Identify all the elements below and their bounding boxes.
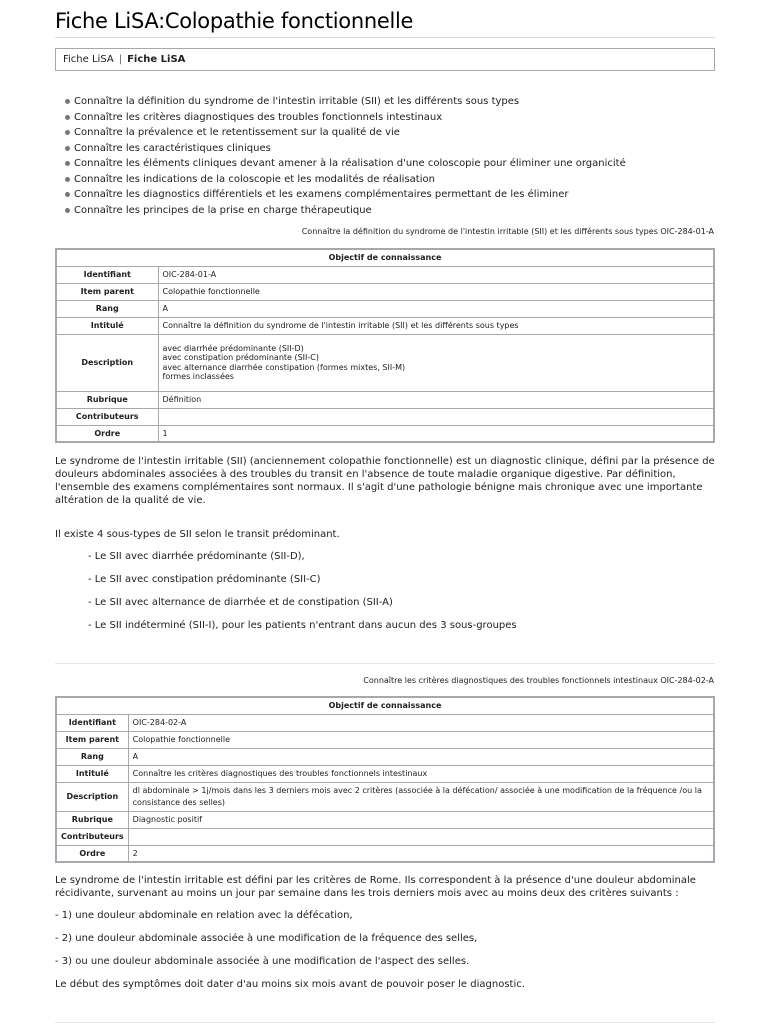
row-label: Intitulé — [56, 317, 158, 334]
bullet-icon — [65, 208, 70, 213]
breadcrumb — [55, 48, 715, 71]
objective-item[interactable] — [65, 141, 626, 157]
objective-link[interactable]: Connaître les éléments cliniques devant amener à la réalisation d'une coloscopie pour éliminer une organicité — [74, 158, 626, 170]
subtype-item: - Le SII avec alternance de diarrhée et de constipation (SII-A) — [88, 597, 393, 608]
breadcrumb-parent-link[interactable]: Fiche LiSA — [63, 54, 114, 65]
objective-link[interactable]: Connaître les caractéristiques cliniques — [74, 142, 271, 154]
row-label: Rubrique — [56, 811, 128, 828]
breadcrumb-separator: | — [118, 54, 123, 65]
closing-text: Le début des symptômes doit dater d'au moins six mois avant de pouvoir poser le diagnostic. — [55, 979, 525, 990]
objective-item[interactable] — [65, 172, 626, 188]
criteria-item: - 1) une douleur abdominale en relation avec la défécation, — [55, 910, 353, 921]
row-label: Rubrique — [56, 391, 158, 408]
row-value: A — [128, 748, 714, 765]
subtype-item: - Le SII indéterminé (SII-I), pour les patients n'entrant dans aucun des 3 sous-groupes — [88, 620, 517, 631]
section1-caption: Connaître la définition du syndrome de l'intestin irritable (SII) et les différents sous types OIC-284-01-A — [301, 227, 714, 236]
row-label: Rang — [56, 748, 128, 765]
row-label: Item parent — [56, 731, 128, 748]
row-label: Ordre — [56, 425, 158, 442]
row-label: Ordre — [56, 845, 128, 862]
objectives-list — [65, 94, 626, 218]
objective-link[interactable]: Connaître les indications de la coloscopie et les modalités de réalisation — [74, 173, 435, 185]
table-header: Objectif de connaissance — [56, 249, 714, 266]
bullet-icon — [65, 130, 70, 135]
objective-link[interactable]: Connaître la prévalence et le retentissement sur la qualité de vie — [74, 127, 400, 139]
objective-item[interactable] — [65, 156, 626, 172]
objective-link[interactable]: Connaître les diagnostics différentiels et les examens complémentaires permettant de les éliminer — [74, 189, 569, 201]
row-value: avec diarrhée prédominante (SII-D) avec constipation prédominante (SII-C) avec alternance diarrhée constipation (formes mixtes, SII-M) formes inclassées — [158, 334, 714, 391]
bullet-icon — [65, 192, 70, 197]
row-label: Contributeurs — [56, 408, 158, 425]
section2-paragraph: Le syndrome de l'intestin irritable est défini par les critères de Rome. Ils correspondent à la présence d'une douleur abdominale récidivante, survenant au moins un jour par semaine dans les trois derniers mois avec au moins deux des critères suivants : — [55, 875, 696, 899]
criteria-item: - 3) ou une douleur abdominale associée à une modification de l'aspect des selles. — [55, 956, 470, 967]
section1-paragraph: Le syndrome de l'intestin irritable (SII) (anciennement colopathie fonctionnelle) est un diagnostic clinique, défini par la présence de douleurs abdominales associées à des troubles du transit en l'absence de toute maladie organique digestive. Par définition, l'ensemble des examens complémentaires sont normaux. Il s'agit d'une pathologie bénigne mais chronique avec une importante altération de la qualité de vie. — [55, 456, 715, 506]
section-divider — [55, 663, 715, 664]
objective-item[interactable] — [65, 110, 626, 126]
objective-item[interactable] — [65, 125, 626, 141]
objective-link[interactable]: Connaître la définition du syndrome de l'intestin irritable (SII) et les différents sous types — [74, 96, 520, 108]
criteria-item: - 2) une douleur abdominale associée à une modification de la fréquence des selles, — [55, 933, 478, 944]
row-value: OIC-284-02-A — [128, 714, 714, 731]
breadcrumb-current: Fiche LiSA — [127, 54, 186, 65]
row-label: Item parent — [56, 283, 158, 300]
row-value — [158, 408, 714, 425]
row-value: A — [158, 300, 714, 317]
row-value: OIC-284-01-A — [158, 266, 714, 283]
row-label: Rang — [56, 300, 158, 317]
row-value: dl abdominale > 1j/mois dans les 3 derniers mois avec 2 critères (associée à la défécation/ associée à une modification de la fréquence /ou la consistance des selles) — [128, 782, 714, 811]
objective-link[interactable]: Connaître les principes de la prise en charge thérapeutique — [74, 204, 372, 216]
section1-objective-table — [55, 248, 715, 443]
row-label: Identifiant — [56, 266, 158, 283]
objective-item[interactable] — [65, 203, 626, 219]
row-label: Identifiant — [56, 714, 128, 731]
row-label: Description — [56, 782, 128, 811]
page-title: Fiche LiSA:Colopathie fonctionnelle — [55, 9, 414, 33]
row-value: Connaître les critères diagnostiques des troubles fonctionnels intestinaux — [128, 765, 714, 782]
bullet-icon — [65, 115, 70, 120]
bullet-icon — [65, 161, 70, 166]
section-divider — [55, 1022, 715, 1023]
subtypes-intro: Il existe 4 sous-types de SII selon le transit prédominant. — [55, 529, 340, 540]
subtype-item: - Le SII avec diarrhée prédominante (SII-D), — [88, 551, 305, 562]
row-label: Description — [56, 334, 158, 391]
title-divider — [55, 37, 715, 38]
row-value: Définition — [158, 391, 714, 408]
objective-item[interactable] — [65, 94, 626, 110]
bullet-icon — [65, 177, 70, 182]
row-value: Diagnostic positif — [128, 811, 714, 828]
table-header: Objectif de connaissance — [56, 697, 714, 714]
row-label: Intitulé — [56, 765, 128, 782]
subtype-item: - Le SII avec constipation prédominante (SII-C) — [88, 574, 321, 585]
objective-item[interactable] — [65, 187, 626, 203]
bullet-icon — [65, 99, 70, 104]
objective-link[interactable]: Connaître les critères diagnostiques des troubles fonctionnels intestinaux — [74, 111, 443, 123]
section2-caption: Connaître les critères diagnostiques des troubles fonctionnels intestinaux OIC-284-02-A — [363, 676, 714, 685]
row-value: Connaître la définition du syndrome de l'intestin irritable (SII) et les différents sous types — [158, 317, 714, 334]
row-value: 1 — [158, 425, 714, 442]
bullet-icon — [65, 146, 70, 151]
row-label: Contributeurs — [56, 828, 128, 845]
row-value[interactable]: Colopathie fonctionnelle — [128, 731, 714, 748]
row-value: 2 — [128, 845, 714, 862]
row-value — [128, 828, 714, 845]
row-value[interactable]: Colopathie fonctionnelle — [158, 283, 714, 300]
section2-objective-table — [55, 696, 715, 863]
